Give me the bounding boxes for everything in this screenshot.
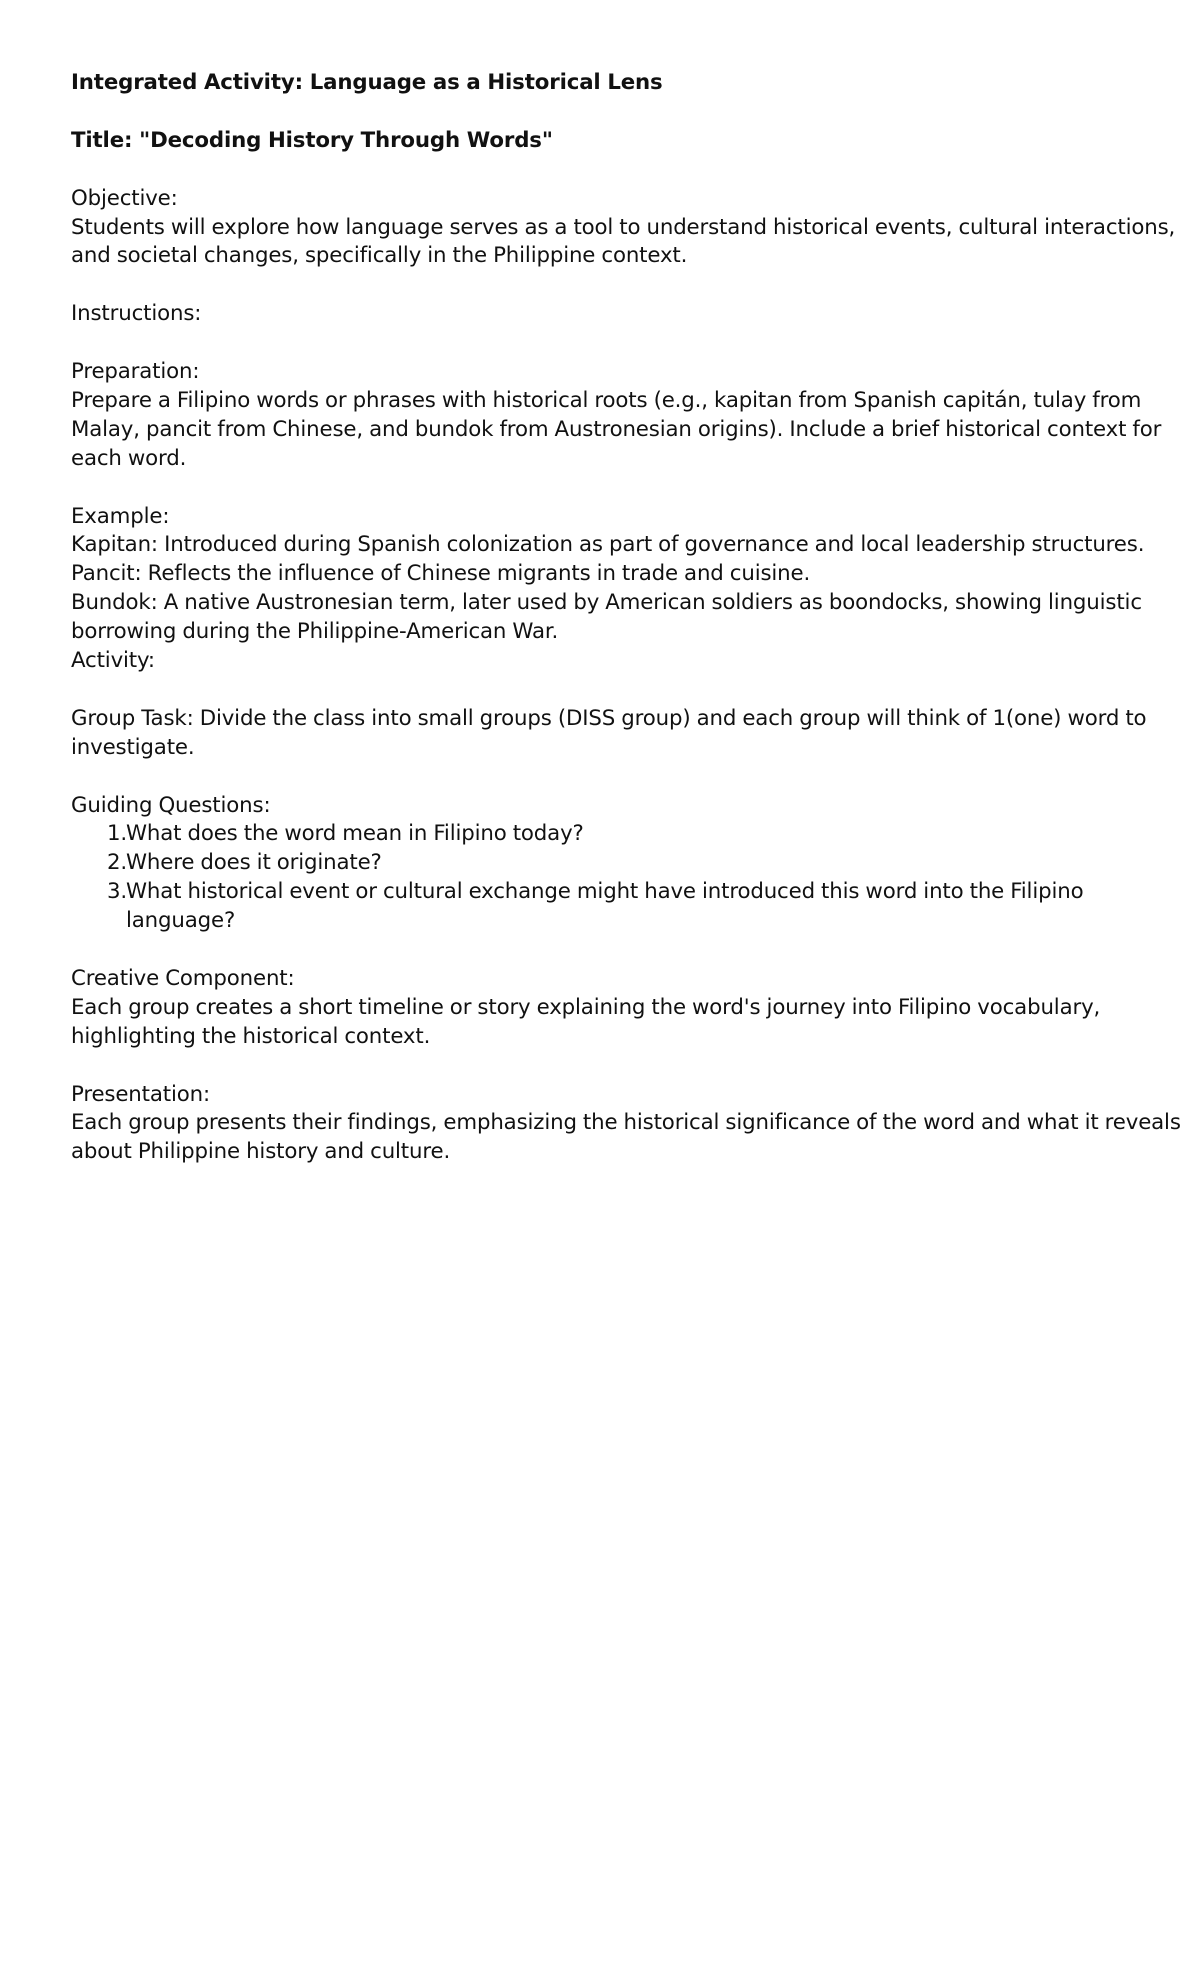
document-title: Title: "Decoding History Through Words" xyxy=(71,127,553,153)
preparation-line: Malay, pancit from Chinese, and bundok from Austronesian origins). Include a brief historical context for xyxy=(71,416,1162,442)
example-line: borrowing during the Philippine-American War. xyxy=(71,619,559,645)
list-item-text xyxy=(126,878,1151,936)
list-item-line: language? xyxy=(126,908,236,934)
spacer xyxy=(71,474,1151,503)
spacer xyxy=(71,329,1151,358)
objective-line: and societal changes, specifically in the Philippine context. xyxy=(71,243,688,269)
example-line: Kapitan: Introduced during Spanish colonization as part of governance and local leadership structures. xyxy=(71,532,1145,558)
list-item-line: What historical event or cultural exchange might have introduced this word into the Filipino xyxy=(126,879,1084,905)
list-item-number: 2. xyxy=(107,850,128,876)
activity-label: Activity: xyxy=(71,648,155,674)
preparation-line: each word. xyxy=(71,445,187,471)
group-task-line: Group Task: Divide the class into small groups (DISS group) and each group will think of 1(one) word to xyxy=(71,705,1147,731)
presentation-line: about Philippine history and culture. xyxy=(71,1139,451,1165)
list-item xyxy=(71,820,1151,849)
spacer xyxy=(71,936,1151,965)
presentation-label: Presentation: xyxy=(71,1081,210,1107)
spacer xyxy=(71,156,1151,185)
example-line: Pancit: Reflects the influence of Chinese migrants in trade and cuisine. xyxy=(71,561,811,587)
guiding-questions-list xyxy=(71,820,1151,936)
spacer xyxy=(71,763,1151,792)
preparation-line: Prepare a Filipino words or phrases with historical roots (e.g., kapitan from Spanish capitán, tulay from xyxy=(71,387,1142,413)
list-item-text xyxy=(126,849,1151,878)
creative-component-section xyxy=(71,965,1151,1052)
document-body xyxy=(71,69,1181,1167)
preparation-label: Preparation: xyxy=(71,359,200,384)
presentation-line: Each group presents their findings, emphasizing the historical significance of the word and what it reveals xyxy=(71,1110,1181,1136)
list-item-text xyxy=(126,820,1151,849)
preparation-section xyxy=(71,358,1162,474)
spacer xyxy=(71,1052,1151,1081)
objective-line: Students will explore how language serves as a tool to understand historical events, cultural interactions, xyxy=(71,214,1176,240)
list-item-line: What does the word mean in Filipino today? xyxy=(126,821,584,847)
creative-component-label: Creative Component: xyxy=(71,965,295,991)
list-item xyxy=(71,849,1151,878)
spacer xyxy=(71,98,1151,127)
objective-section xyxy=(71,185,1176,272)
creative-component-line: Each group creates a short timeline or story explaining the word's journey into Filipino vocabulary, xyxy=(71,994,1101,1020)
spacer xyxy=(71,676,1151,705)
presentation-section xyxy=(71,1081,1181,1168)
example-line: Bundok: A native Austronesian term, later used by American soldiers as boondocks, showing linguistic xyxy=(71,590,1142,616)
creative-component-line: highlighting the historical context. xyxy=(71,1023,431,1049)
list-item-number: 1. xyxy=(107,821,128,847)
instructions-label: Instructions: xyxy=(71,301,202,327)
guiding-questions-section xyxy=(71,792,1151,937)
spacer xyxy=(71,271,1151,300)
document-heading: Integrated Activity: Language as a Historical Lens xyxy=(71,70,663,95)
guiding-questions-label: Guiding Questions: xyxy=(71,792,271,818)
group-task-line: investigate. xyxy=(71,734,195,760)
example-section xyxy=(71,503,1151,648)
group-task-section xyxy=(71,705,1151,763)
list-item xyxy=(71,878,1151,936)
list-item-number: 3. xyxy=(107,879,128,905)
list-item-line: Where does it originate? xyxy=(126,850,382,876)
example-label: Example: xyxy=(71,503,170,529)
objective-label: Objective: xyxy=(71,185,178,211)
